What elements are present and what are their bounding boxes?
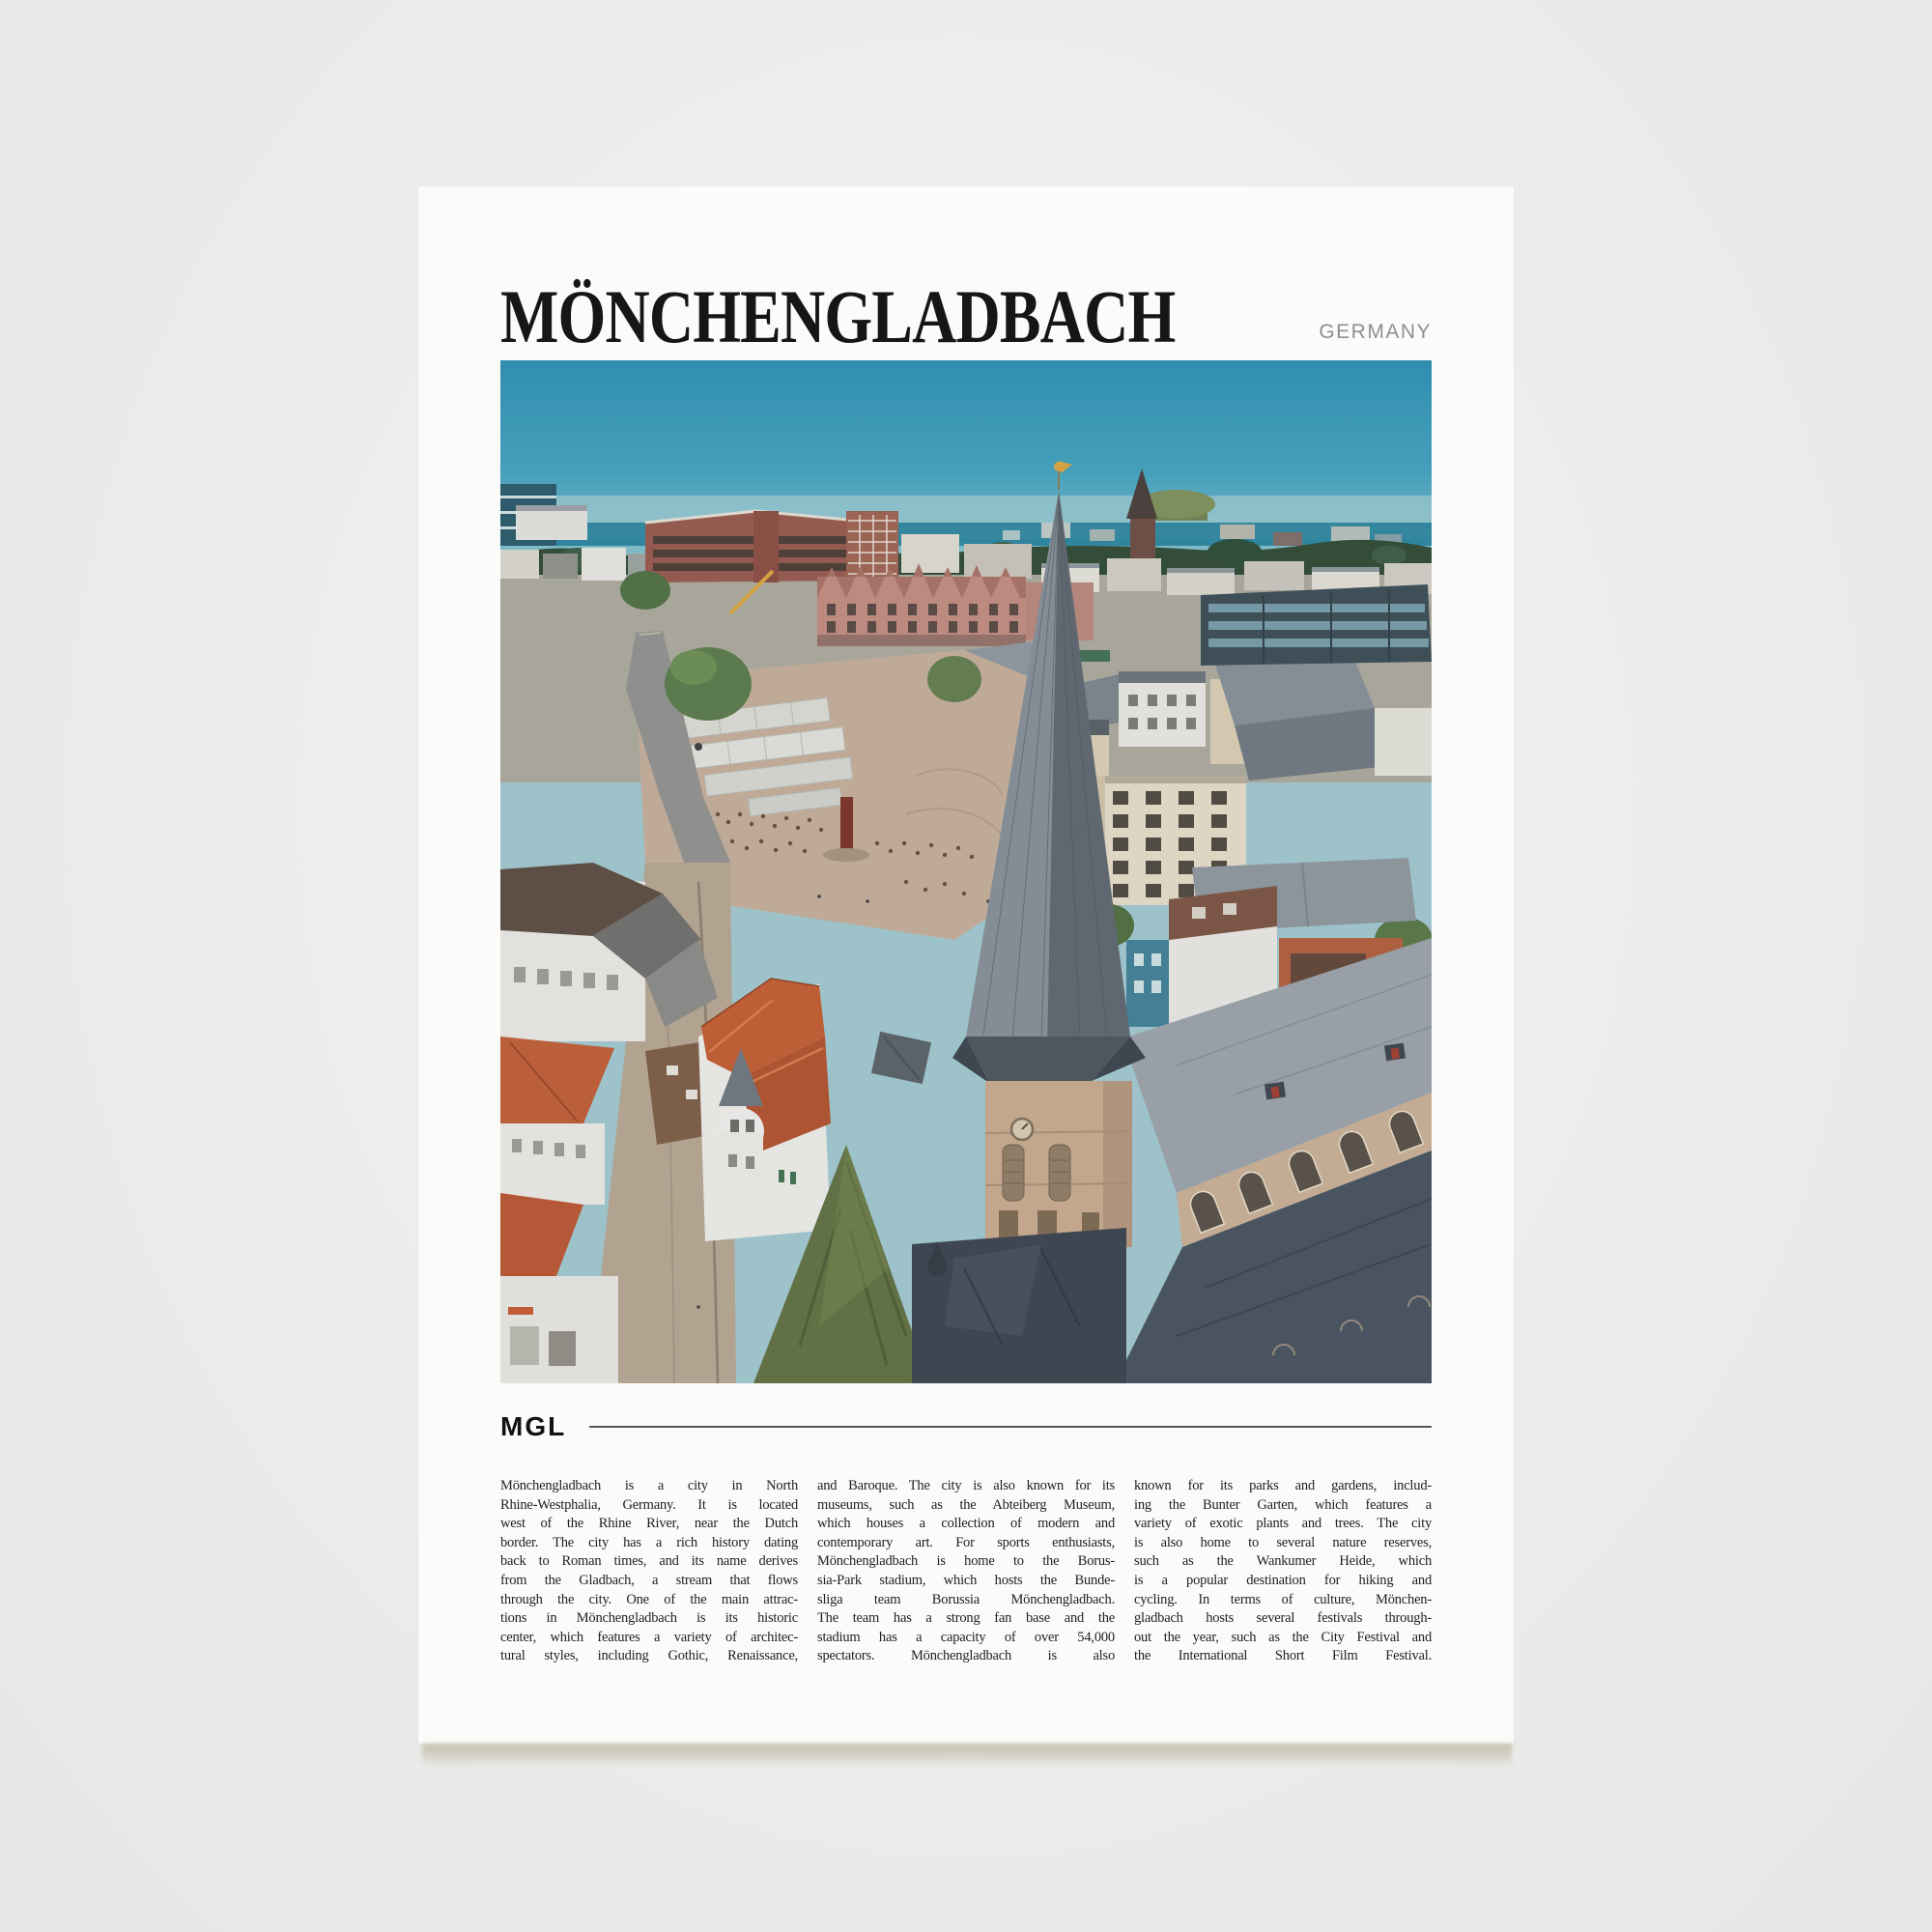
text-line: The team has a strong fan base and the (817, 1610, 1115, 1627)
city-aerial-photo (500, 360, 1432, 1383)
text-line: variety of exotic plants and trees. The city (1134, 1516, 1432, 1532)
travel-poster (418, 186, 1514, 1744)
article-column-1 (500, 1477, 798, 1666)
article (500, 1477, 1432, 1666)
photo-tone-overlay (500, 360, 1432, 1383)
article-column-2 (817, 1477, 1115, 1666)
text-line: from the Gladbach, a stream that flows (500, 1572, 798, 1588)
text-line: Mönchengladbach is home to the Borus- (817, 1553, 1115, 1570)
city-code: MGL (500, 1411, 567, 1441)
text-line: gladbach hosts several festivals through- (1134, 1610, 1432, 1627)
text-line: sliga team Borussia Mönchengladbach. (817, 1591, 1115, 1607)
text-line: contemporary art. For sports enthusiasts, (817, 1534, 1115, 1550)
text-line: back to Roman times, and its name derives (500, 1553, 798, 1570)
text-line: such as the Wankumer Heide, which (1134, 1553, 1432, 1570)
text-line: the International Short Film Festival. (1134, 1648, 1432, 1664)
text-line: sia-Park stadium, which hosts the Bunde- (817, 1572, 1115, 1588)
text-line: west of the Rhine River, near the Dutch (500, 1516, 798, 1532)
text-line: stadium has a capacity of over 54,000 (817, 1629, 1115, 1645)
text-line: museums, such as the Abteiberg Museum, (817, 1496, 1115, 1513)
text-line: cycling. In terms of culture, Mönchen- (1134, 1591, 1432, 1607)
text-line: Mönchengladbach is a city in North (500, 1478, 798, 1493)
text-line: is also home to several nature reserves, (1134, 1534, 1432, 1550)
text-line: tions in Mönchengladbach is its historic (500, 1610, 798, 1627)
text-line: is a popular destination for hiking and (1134, 1572, 1432, 1588)
city-photo-illustration (500, 360, 1432, 1383)
text-line: ing the Bunter Garten, which features a (1134, 1496, 1432, 1513)
country-label: GERMANY (1319, 321, 1432, 343)
divider-line (589, 1426, 1432, 1428)
text-line: out the year, such as the City Festival and (1134, 1629, 1432, 1645)
text-line: through the city. One of the main attrac- (500, 1591, 798, 1607)
text-line: spectators. Mönchengladbach is also (817, 1648, 1115, 1664)
text-line: center, which features a variety of architec- (500, 1629, 798, 1645)
text-line: known for its parks and gardens, includ- (1134, 1478, 1432, 1493)
text-line: tural styles, including Gothic, Renaissance, (500, 1648, 798, 1664)
article-column-3 (1134, 1477, 1432, 1666)
poster-title: MÖNCHENGLADBACH (500, 274, 1176, 358)
city-code-row (500, 1412, 1432, 1441)
text-line: which houses a collection of modern and (817, 1516, 1115, 1532)
text-line: border. The city has a rich history dating (500, 1534, 798, 1550)
text-line: and Baroque. The city is also known for its (817, 1478, 1115, 1493)
text-line: Rhine-Westphalia, Germany. It is located (500, 1496, 798, 1513)
